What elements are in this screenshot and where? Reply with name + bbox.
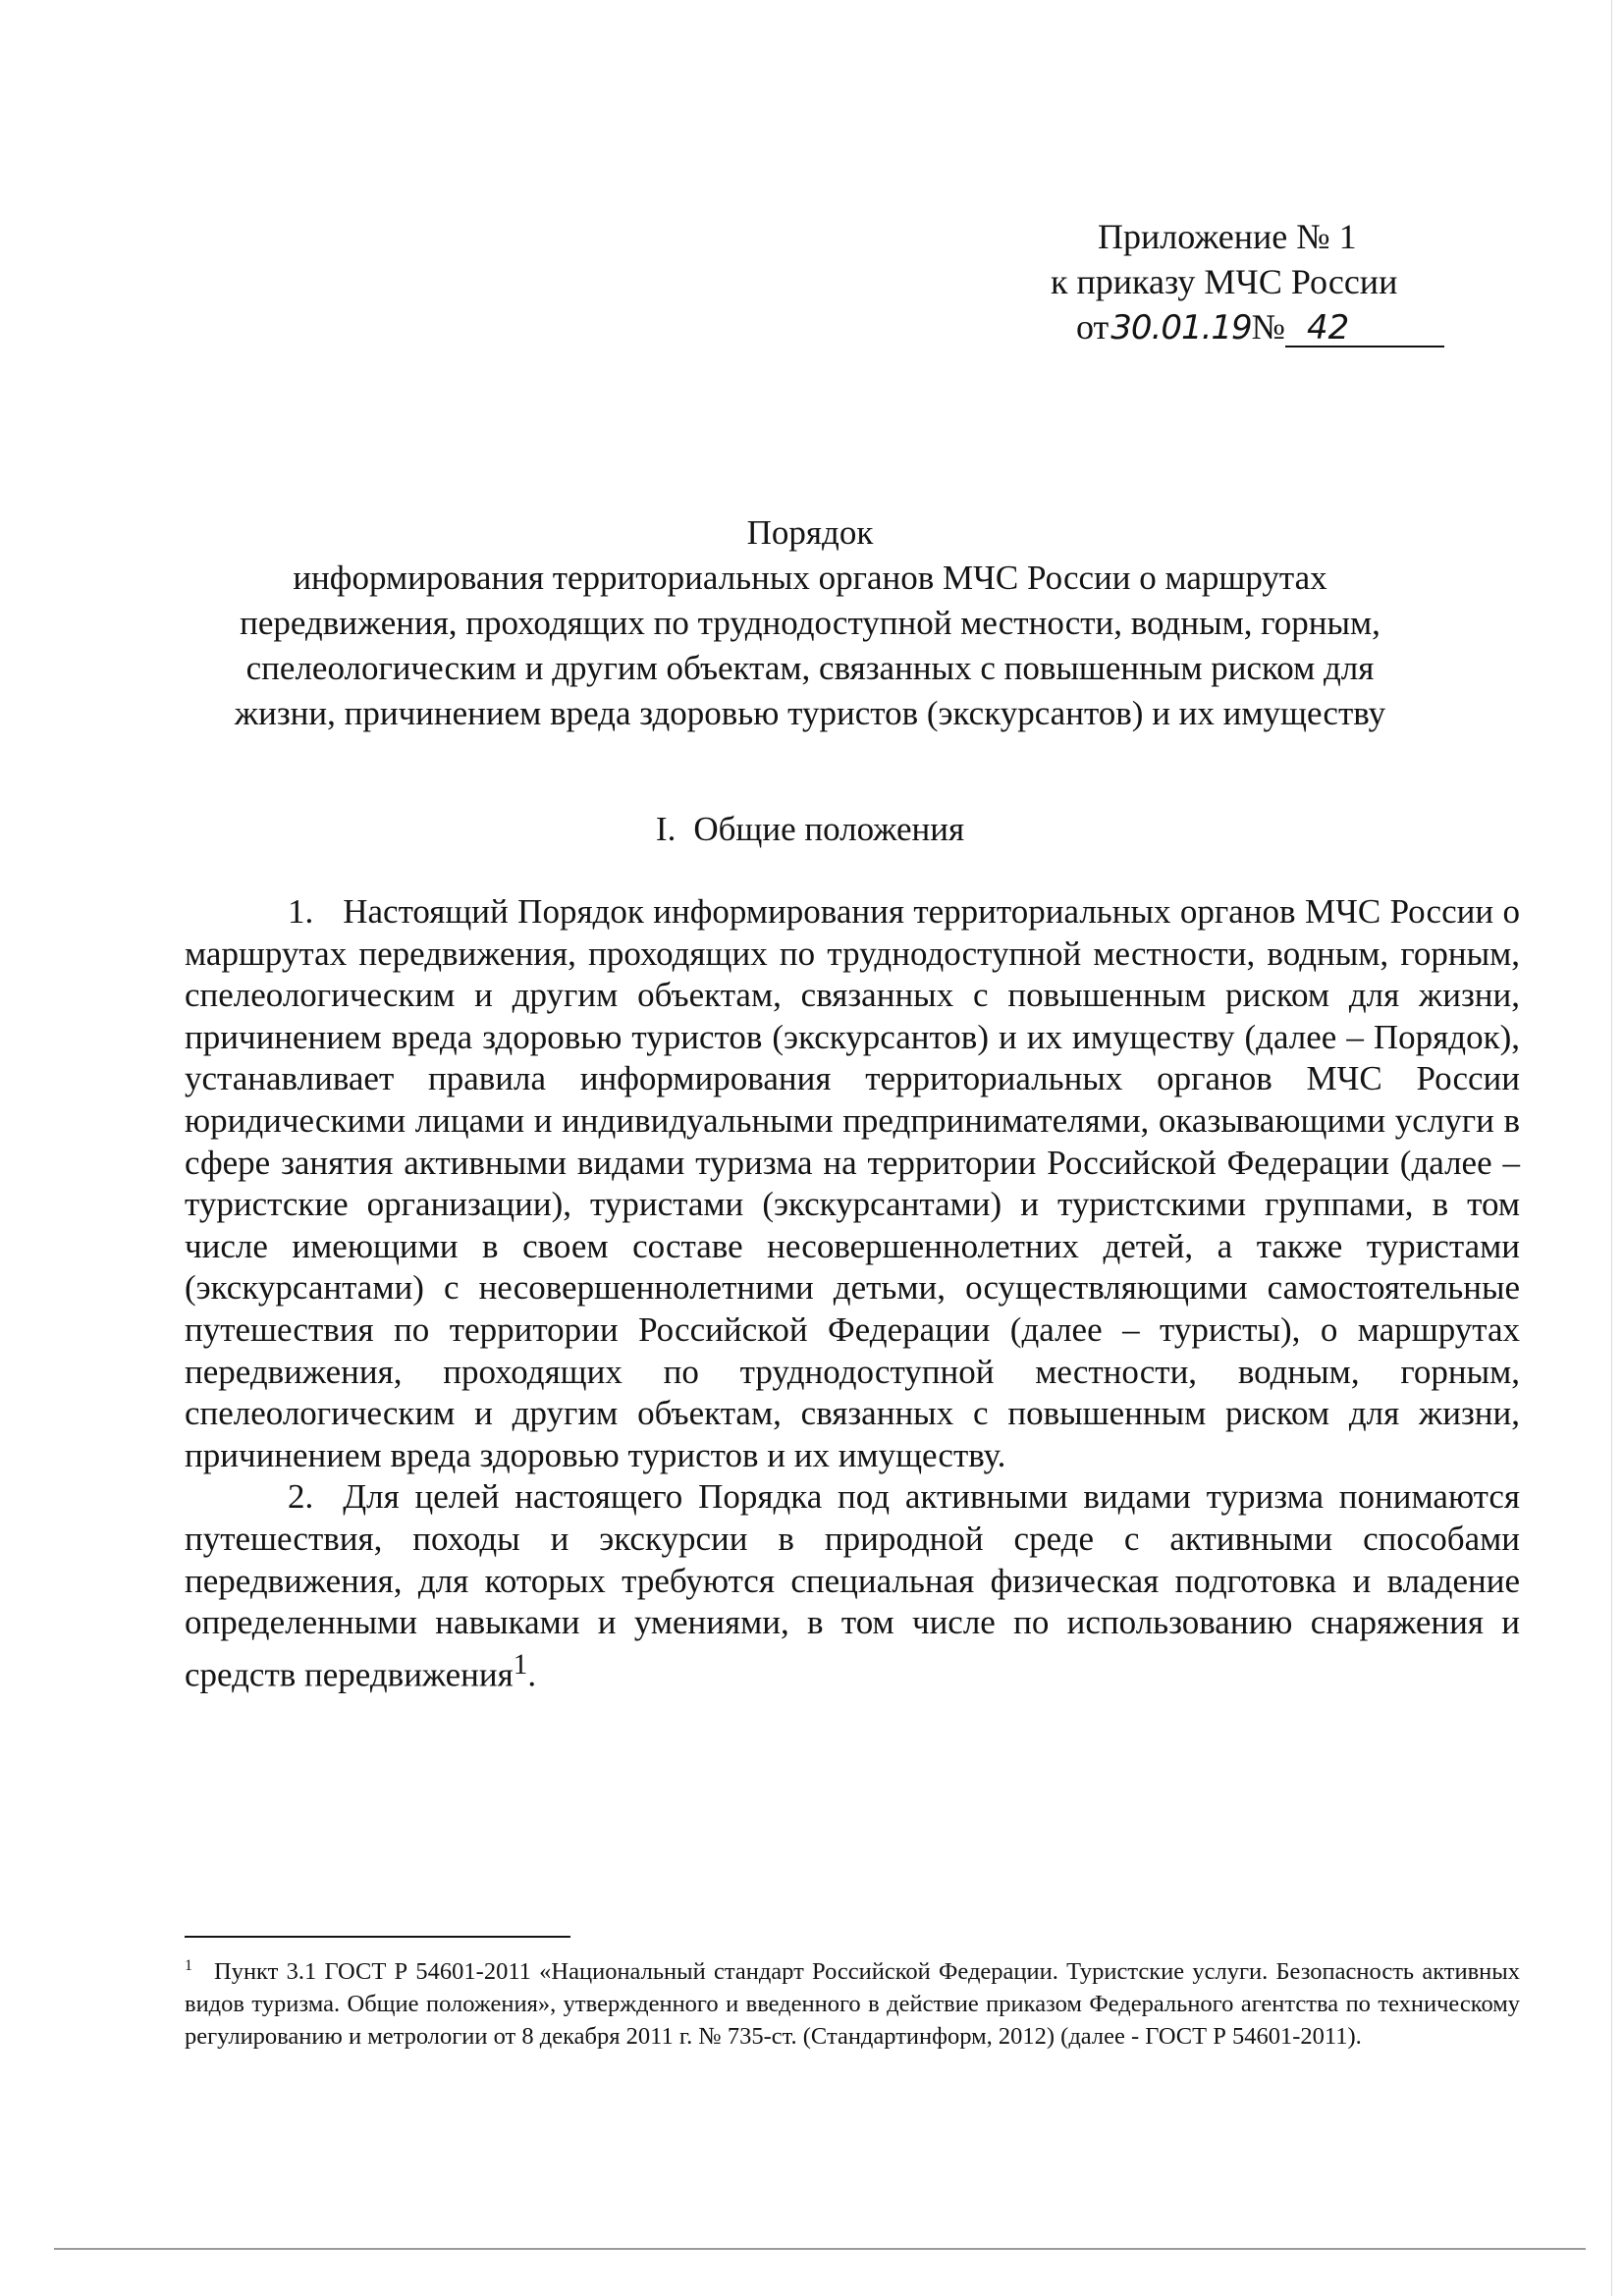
paragraph-text: Настоящий Порядок информирования территориальных органов МЧС России о маршрутах передвижения, проходящих по труднодоступной местности, водным, горным, спелеологическим и другим объектам, связанных с повышенным риском для жизни, причинением вреда здоровью туристов (экскурсантов) и их имуществу (далее – Порядок), устанавливает правила информирования территориальных органов МЧС России юридическими лицами и индивидуальными предпринимателями, оказывающими услуги в сфере занятия активными видами туризма на территории Российской Федерации (далее – туристские организации), туристами (экскурсантами) и туристскими группами, в том числе имеющими в своем составе несовершеннолетних детей, а также туристами (экскурсантами) с несовершеннолетними детьми, осуществляющими самостоятельные путешествия по территории Российской Федерации (далее – туристы), о маршрутах передвижения, проходящих по труднодоступной местности, водным, горным, спелеологическим и другим объектам, связанных с повышенным риском для жизни, причинением вреда здоровью туристов и их имуществу. (185, 892, 1520, 1474)
footnote-divider (185, 1936, 570, 1938)
appendix-line-2: к приказу МЧС России (1051, 262, 1398, 301)
paragraph-1 (185, 891, 1520, 1476)
paragraph-marker: 1. (288, 892, 314, 931)
paragraph-2 (185, 1476, 1520, 1696)
scan-artifact-line (54, 2248, 1586, 2250)
paragraph-marker: 2. (288, 1477, 314, 1517)
title-line: жизни, причинением вреда здоровью туристов (экскурсантов) и их имуществу (234, 694, 1386, 732)
appendix-header (1041, 214, 1453, 350)
handwritten-number: 42 (1285, 310, 1444, 347)
section-heading (147, 807, 1473, 852)
title-word: Порядок (746, 513, 874, 552)
footnote-text: Пункт 3.1 ГОСТ Р 54601-2011 «Национальный стандарт Российской Федерации. Туристские услуги. Безопасность активных видов туризма. Общие положения», утвержденного и введенного в действие приказом Федерального агентства по техническому регулированию и метрологии от 8 декабря 2011 г. № 735-ст. (Стандартинформ, 2012) (далее - ГОСТ Р 54601-2011). (185, 1958, 1520, 2051)
section-title: Общие положения (693, 810, 965, 848)
document-body (185, 891, 1520, 1696)
appendix-line-3 (1041, 304, 1453, 350)
title-line: информирования территориальных органов МЧС России о маршрутах (293, 559, 1327, 597)
handwritten-date: 30.01.19 (1110, 308, 1252, 347)
footnote-reference: 1 (513, 1648, 528, 1681)
title-line: спелеологическим и другим объектам, связанных с повышенным риском для (245, 649, 1375, 687)
footnote-1 (185, 1949, 1520, 2053)
footnote-marker: 1 (185, 1957, 192, 1974)
document-title (147, 510, 1473, 736)
paragraph-end: . (527, 1655, 537, 1694)
title-line: передвижения, проходящих по труднодоступной местности, водным, горным, (240, 604, 1380, 642)
section-number: I. (655, 810, 677, 848)
number-label: № (1251, 307, 1286, 347)
paragraph-text: Для целей настоящего Порядка под активными видами туризма понимаются путешествия, походы и экскурсии в природной среде с активными способами передвижения, для которых требуются специальная физическая подготовка и владение определенными навыками и умениями, в том числе по использованию снаряжения и средств передвижения (185, 1477, 1520, 1694)
appendix-line-1: Приложение № 1 (1098, 217, 1357, 256)
scan-artifact-edge (1611, 0, 1612, 2296)
date-prefix: от (1076, 307, 1110, 347)
